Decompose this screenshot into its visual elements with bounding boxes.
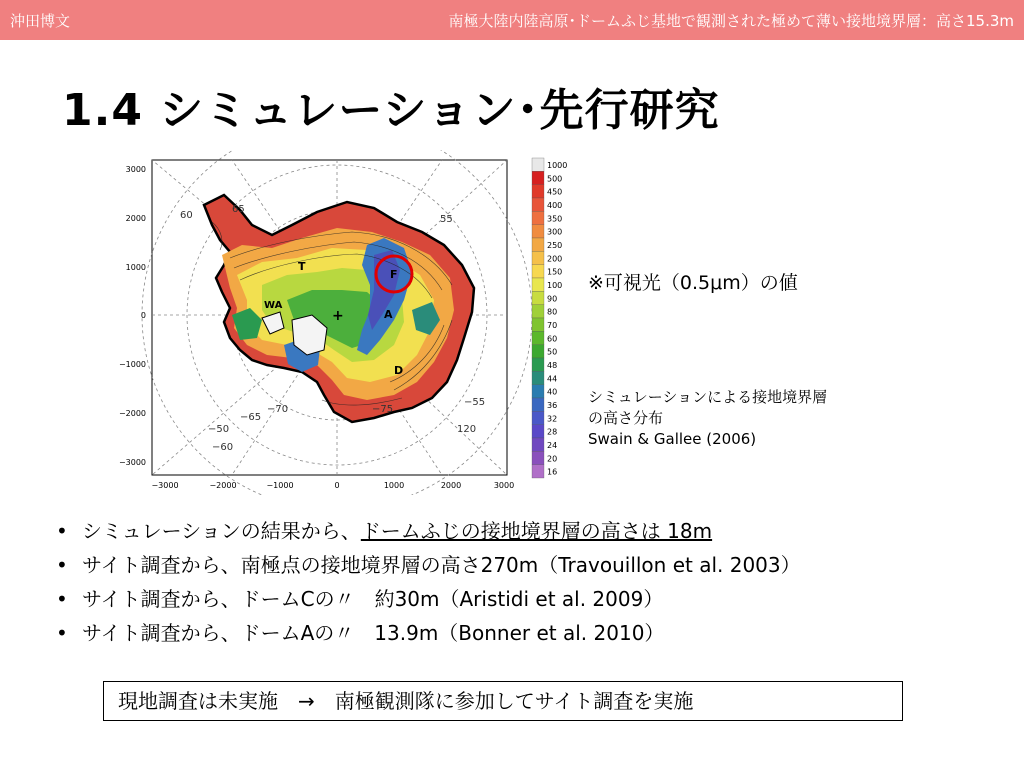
colorbar-swatch [532, 211, 544, 224]
colorbar-swatch [532, 331, 544, 344]
x-axis [151, 481, 514, 490]
colorbar-swatch [532, 345, 544, 358]
colorbar-tick-label: 32 [547, 414, 558, 424]
slide-title: 1.4 シミュレーション･先行研究 [62, 85, 720, 136]
antarctica-boundary-layer-map [112, 150, 572, 495]
colorbar-swatch [532, 291, 544, 304]
colorbar-tick-label: 400 [547, 201, 563, 210]
colorbar-swatch [532, 358, 544, 371]
colorbar-tick-label: 80 [547, 307, 558, 317]
bullet-item: • サイト調査から、南極点の接地境界層の高さ270m（Travouillon et al. 2003） [52, 548, 801, 582]
colorbar-tick-label: 70 [547, 321, 558, 330]
colorbar-tick-label: 150 [547, 267, 563, 277]
colorbar-tick-label: 250 [547, 241, 563, 250]
site-label-F: F [390, 268, 398, 281]
site-label-WA: WA [264, 300, 283, 311]
colorbar-labels [547, 161, 567, 477]
colorbar-swatch [532, 251, 544, 264]
svg-text:1000: 1000 [383, 481, 405, 490]
svg-text:55: 55 [440, 214, 453, 225]
svg-text:−75: −75 [372, 404, 394, 415]
colorbar-swatch [532, 465, 544, 478]
colorbar-swatch [532, 438, 544, 451]
colorbar-tick-label: 28 [547, 427, 558, 437]
colorbar [532, 158, 544, 478]
site-label-A: A [384, 308, 393, 321]
colorbar-swatch [532, 198, 544, 211]
svg-text:−65: −65 [240, 412, 262, 423]
visible-light-note: ※可視光（0.5μm）の値 [588, 272, 798, 294]
caption-line-2: の高さ分布 [588, 409, 664, 427]
colorbar-swatch [532, 425, 544, 438]
svg-text:−3000: −3000 [151, 481, 179, 490]
colorbar-swatch [532, 265, 544, 278]
header-bar [0, 0, 1024, 40]
bullet-item: • シミュレーションの結果から、ドームふじの接地境界層の高さは 18m [52, 514, 801, 548]
bullet-item: • サイト調査から、ドームCの〃 約30m（Aristidi et al. 2009） [52, 582, 801, 616]
colorbar-swatch [532, 225, 544, 238]
colorbar-swatch [532, 305, 544, 318]
svg-text:−55: −55 [464, 397, 486, 408]
colorbar-tick-label: 36 [547, 401, 558, 410]
figure-caption [588, 387, 827, 450]
site-label-D: D [394, 364, 404, 377]
y-axis [119, 165, 146, 467]
svg-text:1000: 1000 [125, 263, 146, 272]
svg-text:−1000: −1000 [266, 481, 294, 490]
colorbar-swatch [532, 278, 544, 291]
colorbar-tick-label: 24 [547, 441, 558, 450]
svg-text:−70: −70 [267, 404, 289, 415]
svg-text:−3000: −3000 [118, 458, 146, 467]
talk-title: 南極大陸内陸高原･ドームふじ基地で観測された極めて薄い接地境界層：高さ15.3m [448, 12, 1014, 30]
svg-text:0: 0 [334, 481, 340, 490]
colorbar-tick-label: 200 [547, 254, 563, 264]
colorbar-swatch [532, 158, 544, 171]
colorbar-tick-label: 500 [547, 174, 563, 184]
colorbar-swatch [532, 385, 544, 398]
bullet-item: • サイト調査から、ドームAの〃 13.9m（Bonner et al. 2010） [52, 616, 801, 650]
colorbar-swatch [532, 185, 544, 198]
colorbar-swatch [532, 398, 544, 411]
svg-text:2000: 2000 [125, 214, 146, 223]
colorbar-tick-label: 20 [547, 454, 558, 464]
colorbar-tick-label: 48 [547, 361, 558, 370]
colorbar-swatch [532, 371, 544, 384]
colorbar-swatch [532, 411, 544, 424]
colorbar-tick-label: 90 [547, 294, 558, 304]
colorbar-tick-label: 50 [547, 347, 558, 357]
svg-text:65: 65 [232, 204, 245, 215]
svg-text:−2000: −2000 [118, 409, 146, 418]
colorbar-swatch [532, 451, 544, 464]
colorbar-tick-label: 40 [547, 387, 558, 397]
colorbar-tick-label: 16 [547, 467, 558, 477]
svg-text:−2000: −2000 [209, 481, 237, 490]
svg-text:120: 120 [457, 424, 477, 435]
svg-text:60: 60 [180, 210, 193, 221]
colorbar-tick-label: 60 [547, 334, 558, 344]
author-name: 沖田博文 [10, 12, 71, 30]
svg-text:0: 0 [140, 311, 146, 320]
colorbar-tick-label: 100 [547, 281, 563, 290]
colorbar-tick-label: 1000 [547, 161, 568, 170]
svg-text:2000: 2000 [440, 481, 462, 490]
south-pole-marker: + [332, 308, 344, 324]
colorbar-tick-label: 450 [547, 187, 563, 197]
colorbar-swatch [532, 318, 544, 331]
colorbar-tick-label: 350 [547, 214, 563, 224]
colorbar-tick-label: 300 [547, 227, 563, 237]
svg-text:−1000: −1000 [118, 360, 146, 369]
site-label-T: T [298, 260, 306, 273]
caption-line-1: シミュレーションによる接地境界層 [588, 388, 828, 406]
svg-text:−50: −50 [208, 424, 230, 435]
bullet-list [52, 514, 801, 650]
svg-text:−60: −60 [212, 442, 234, 453]
svg-text:3000: 3000 [493, 481, 515, 490]
colorbar-swatch [532, 238, 544, 251]
colorbar-tick-label: 44 [547, 374, 558, 384]
conclusion-box: 現地調査は未実施 → 南極観測隊に参加してサイト調査を実施 [103, 681, 903, 721]
citation: Swain & Gallee (2006) [588, 430, 757, 448]
svg-text:3000: 3000 [125, 165, 146, 174]
colorbar-swatch [532, 171, 544, 184]
